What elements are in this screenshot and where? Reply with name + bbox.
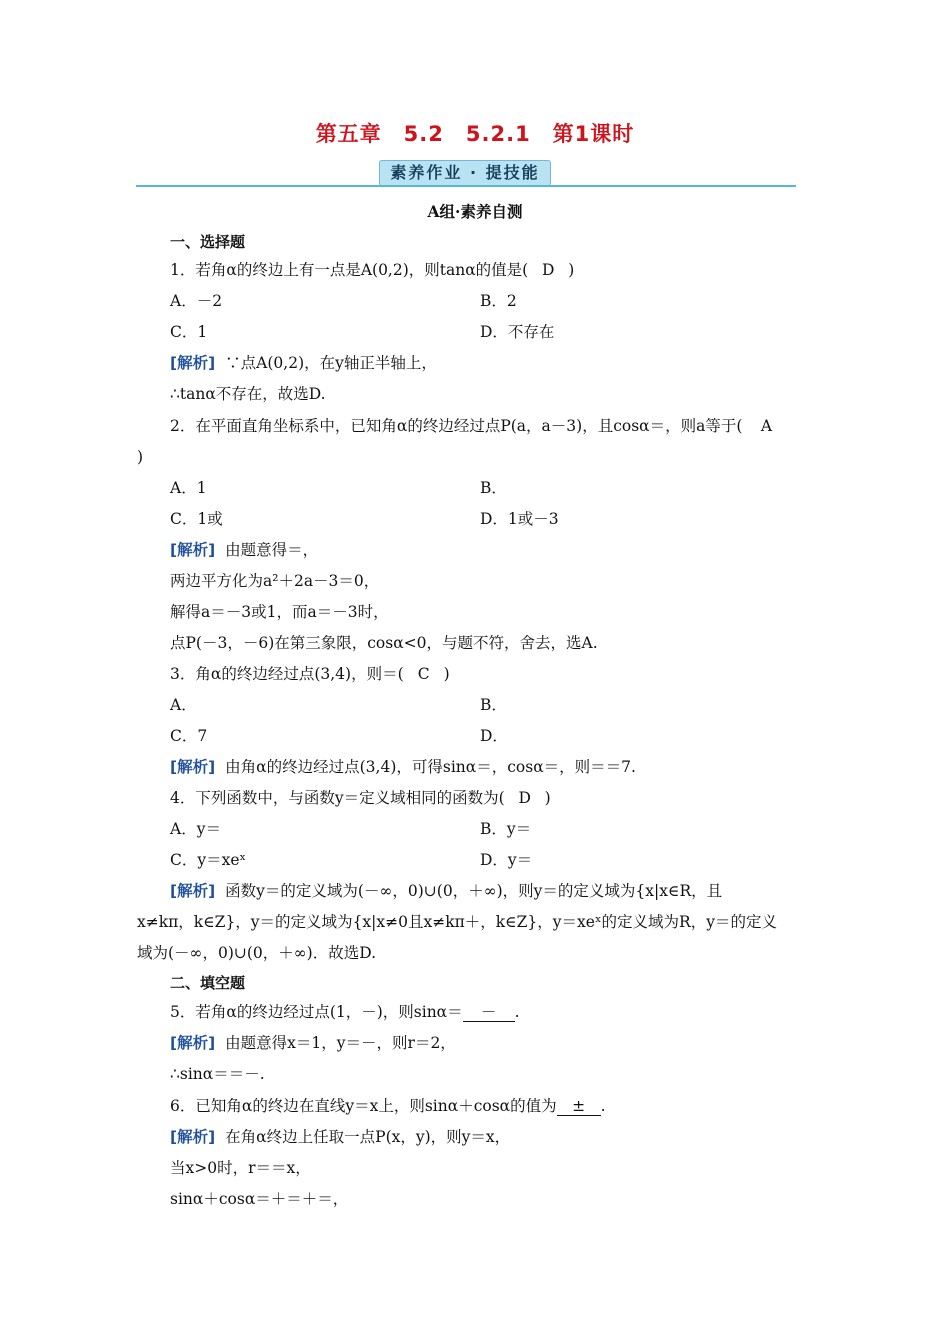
- question-stem: 4．下列函数中，与函数y＝定义域相同的函数为(: [170, 789, 505, 807]
- option-d: D．不存在: [480, 323, 555, 341]
- solution-line: 点P(－3，－6)在第三象限，cosα<0，与题不符，舍去，选A.: [170, 634, 598, 652]
- solution-line: 两边平方化为a²＋2a－3＝0，: [170, 572, 380, 590]
- question-answer: C: [417, 665, 430, 683]
- solution-text: 由题意得x＝1，y＝－，则r＝2，: [225, 1034, 456, 1052]
- group-heading: A组·素养自测: [427, 202, 523, 221]
- solution-line: [170, 757, 636, 777]
- question-stem: 6．已知角α的终边在直线y＝x上，则sinα＋cosα的值为: [170, 1097, 557, 1115]
- solution-tag: [解析]: [170, 1128, 216, 1146]
- section-badge: 素养作业 · 提技能: [379, 160, 551, 186]
- question-answer: A: [760, 417, 773, 435]
- section-fill-heading: 二、填空题: [170, 974, 246, 992]
- question-stem: 2．在平面直角坐标系中，已知角α的终边经过点P(a，a－3)，且cosα＝，则a等于(: [170, 417, 743, 435]
- solution-line: [170, 540, 318, 560]
- question-answer: D: [518, 789, 531, 807]
- solution-tag: [解析]: [170, 354, 216, 372]
- solution-tag: [解析]: [170, 758, 216, 776]
- solution-text: ∵点A(0,2)，在y轴正半轴上，: [225, 354, 437, 372]
- page-title: 第五章 5.2 5.2.1 第1课时: [315, 122, 635, 146]
- solution-line: ∴tanα不存在，故选D.: [170, 385, 326, 403]
- question-stem: 5．若角α的终边经过点(1，－)，则sinα＝: [170, 1003, 463, 1021]
- option-c: C．y＝xeˣ: [170, 851, 247, 869]
- solution-line: x≠kπ，k∈Z}，y＝的定义域为{x|x≠0且x≠kπ＋，k∈Z}，y＝xeˣ的定义域为R，y＝的定义: [137, 913, 777, 931]
- option-d: D．y＝: [480, 851, 533, 869]
- paren-close: ): [137, 448, 144, 466]
- option-d: D．: [480, 727, 508, 745]
- option-c: C．7: [170, 727, 208, 745]
- question-6: [170, 1096, 606, 1116]
- solution-line: [170, 1033, 456, 1053]
- question-3: [170, 664, 450, 684]
- solution-line: 域为(－∞，0)∪(0，＋∞)．故选D.: [137, 944, 377, 962]
- solution-line: [170, 1127, 510, 1147]
- option-b: B．: [480, 479, 507, 497]
- paren-close: ): [568, 261, 575, 279]
- option-a: A．y＝: [170, 820, 221, 838]
- solution-text: 函数y＝的定义域为(－∞，0)∪(0，＋∞)，则y＝的定义域为{x|x∈R，且: [225, 882, 723, 900]
- solution-text: 在角α终边上任取一点P(x，y)，则y＝x，: [225, 1128, 511, 1146]
- option-a: A．－2: [170, 292, 223, 310]
- option-c: C．1或: [170, 510, 223, 528]
- question-stem: 1．若角α的终边上有一点是A(0,2)，则tanα的值是(: [170, 261, 529, 279]
- option-b: B．2: [480, 292, 517, 310]
- solution-line: ∴sinα＝＝－.: [170, 1065, 265, 1083]
- option-b: B．y＝: [480, 820, 532, 838]
- question-5: [170, 1002, 520, 1022]
- option-a: A．: [170, 696, 197, 714]
- solution-tag: [解析]: [170, 541, 216, 559]
- solution-line: [170, 881, 722, 901]
- solution-line: [170, 353, 437, 373]
- question-answer: D: [542, 261, 555, 279]
- solution-tag: [解析]: [170, 1034, 216, 1052]
- option-c: C．1: [170, 323, 208, 341]
- solution-text: 由题意得＝，: [225, 541, 319, 559]
- solution-text: 由角α的终边经过点(3,4)，可得sinα＝，cosα＝，则＝＝7.: [225, 758, 636, 776]
- header-divider: [136, 185, 796, 187]
- answer-blank: －: [463, 1004, 515, 1022]
- option-a: A．1: [170, 479, 207, 497]
- answer-blank: ±: [557, 1098, 601, 1116]
- paren-close: ): [544, 789, 551, 807]
- solution-line: 解得a＝－3或1，而a＝－3时，: [170, 603, 389, 621]
- section-choice-heading: 一、选择题: [170, 233, 246, 251]
- question-1: [170, 260, 574, 280]
- paren-close: ): [443, 665, 450, 683]
- option-d: D．1或－3: [480, 510, 559, 528]
- option-b: B．: [480, 696, 507, 714]
- solution-line: 当x>0时，r＝＝x，: [170, 1159, 311, 1177]
- period: .: [600, 1097, 606, 1115]
- solution-tag: [解析]: [170, 882, 216, 900]
- question-stem: 3．角α的终边经过点(3,4)，则＝(: [170, 665, 404, 683]
- question-4: [170, 788, 551, 808]
- question-2: [170, 416, 790, 436]
- period: .: [514, 1003, 520, 1021]
- solution-line: sinα＋cosα＝＋＝＋＝，: [170, 1190, 349, 1208]
